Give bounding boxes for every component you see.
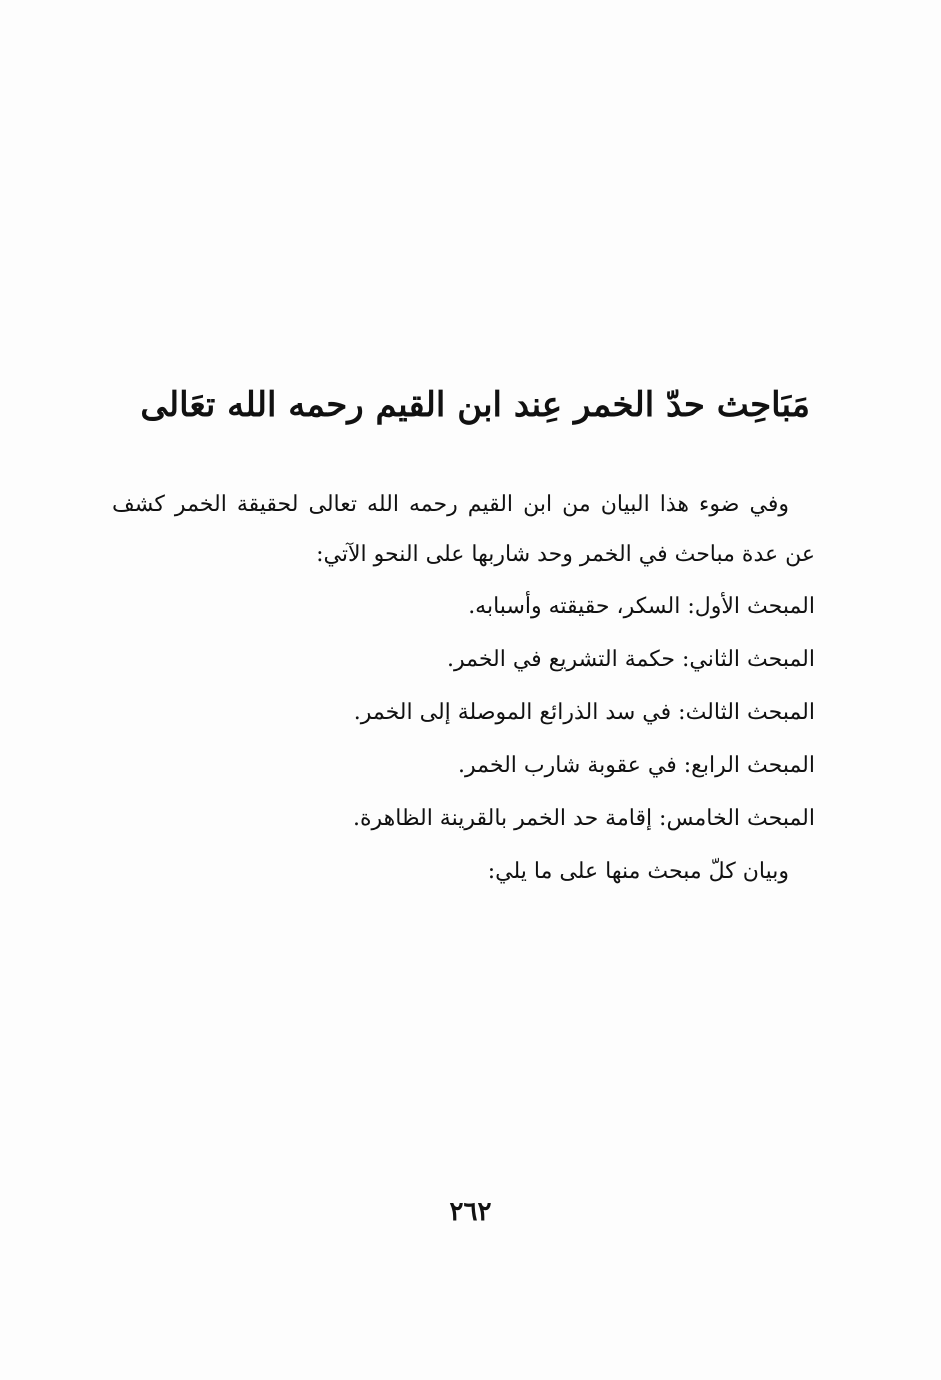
list-item-topic-2: المبحث الثاني: حكمة التشريع في الخمر. xyxy=(446,647,815,672)
list-item-topic-1: المبحث الأول: السكر، حقيقته وأسبابه. xyxy=(468,594,815,619)
list-item-topic-3: المبحث الثالث: في سد الذرائع الموصلة إلى الخمر. xyxy=(353,700,815,725)
section-title: مَبَاحِث حدّ الخمر عِند ابن القيم رحمه الله تعَالى xyxy=(140,384,810,425)
intro-paragraph xyxy=(112,480,815,580)
page-number: ٢٦٢ xyxy=(449,1197,492,1227)
intro-text: وفي ضوء هذا البيان من ابن القيم رحمه الله تعالى لحقيقة الخمر كشف عن عدة مباحث في الخمر وحد شاربها على النحو الآتي: xyxy=(112,492,815,567)
list-item-topic-4: المبحث الرابع: في عقوبة شارب الخمر. xyxy=(458,753,815,778)
closing-line: وبيان كلّ مبحث منها على ما يلي: xyxy=(487,859,789,884)
page-body xyxy=(112,480,815,898)
list-item-topic-5: المبحث الخامس: إقامة حد الخمر بالقرينة الظاهرة. xyxy=(352,806,815,831)
